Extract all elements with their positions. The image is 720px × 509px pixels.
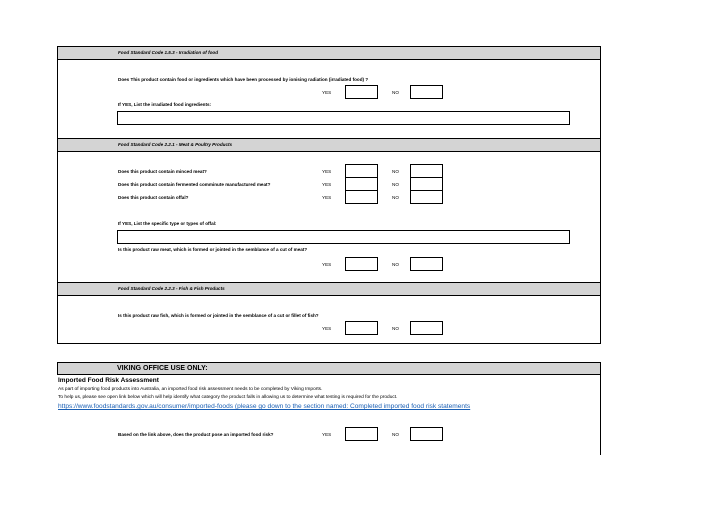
section-bottom-rule [57, 343, 601, 344]
raw-meat-question: Is this product raw meat, which is formed or jointed in the semblance of a cut of meat? [118, 247, 308, 252]
section-title-fish: Food Standard Code 2.2.3 - Fish & Fish Products [118, 286, 225, 291]
food-risk-yes-checkbox[interactable] [345, 427, 378, 441]
offal-types-prompt: If YES, List the specific type or types of offal: [118, 221, 217, 226]
no-label: NO [392, 326, 399, 331]
risk-assessment-intro: As part of importing food products into Australia, an imported food risk assessment needs to be completed by Viking Imports. [58, 387, 323, 392]
yes-label: YES [322, 432, 332, 437]
section-title-meat: Food Standard Code 2.2.1 - Meat & Poultry Products [118, 142, 233, 147]
no-label: NO [392, 182, 399, 187]
foodstandards-link[interactable]: https://www.foodstandards.gov.au/consumer/imported-foods (please go down to the section named: Completed imported food risk statements [58, 403, 471, 410]
raw-fish-no-checkbox[interactable] [410, 321, 443, 335]
yes-label: YES [322, 182, 332, 187]
irradiation-question: Does This product contain food or ingredients which have been processed by ionising radiation (irradiated food) ? [118, 77, 369, 82]
no-label: NO [392, 195, 399, 200]
irradiated-ingredients-prompt: If YES, List the irradiated food ingredients: [118, 102, 212, 107]
risk-assessment-help: To help us, please see open link below which will help identify what category the product falls in allowing us to determine what testing is required for the product. [58, 395, 398, 400]
food-risk-question: Based on the link above, does the product pose an imported food risk? [118, 432, 274, 437]
irradiation-no-checkbox[interactable] [410, 85, 443, 99]
offal-question: Does this product contain offal? [118, 195, 189, 200]
section-title-irradiation: Food Standard Code 1.5.3 - Irradiation of food [118, 50, 219, 55]
offal-types-field[interactable] [117, 230, 570, 244]
no-label: NO [392, 169, 399, 174]
fermented-meat-no-checkbox[interactable] [410, 177, 443, 191]
raw-fish-yes-checkbox[interactable] [345, 321, 378, 335]
irradiated-ingredients-field[interactable] [117, 111, 570, 125]
yes-label: YES [322, 326, 332, 331]
section-body-irradiation [57, 60, 601, 140]
no-label: NO [392, 432, 399, 437]
no-label: NO [392, 90, 399, 95]
minced-meat-yes-checkbox[interactable] [345, 164, 378, 178]
yes-label: YES [322, 195, 332, 200]
fermented-meat-question: Does this product contain fermented comminute manufactured meat? [118, 182, 271, 187]
yes-label: YES [322, 169, 332, 174]
raw-meat-yes-checkbox[interactable] [345, 257, 378, 271]
office-title: VIKING OFFICE USE ONLY: [117, 365, 208, 372]
minced-meat-no-checkbox[interactable] [410, 164, 443, 178]
yes-label: YES [322, 262, 332, 267]
fermented-meat-yes-checkbox[interactable] [345, 177, 378, 191]
yes-label: YES [322, 90, 332, 95]
raw-fish-question: Is this product raw fish, which is formed or jointed in the semblance of a cut or fillet of fish? [118, 313, 319, 318]
section-body-fish [57, 296, 601, 343]
risk-assessment-title: Imported Food Risk Assessment [58, 377, 159, 384]
offal-no-checkbox[interactable] [410, 190, 443, 204]
offal-yes-checkbox[interactable] [345, 190, 378, 204]
raw-meat-no-checkbox[interactable] [410, 257, 443, 271]
food-risk-no-checkbox[interactable] [410, 427, 443, 441]
minced-meat-question: Does this product contain minced meat? [118, 169, 207, 174]
irradiation-yes-checkbox[interactable] [345, 85, 378, 99]
no-label: NO [392, 262, 399, 267]
